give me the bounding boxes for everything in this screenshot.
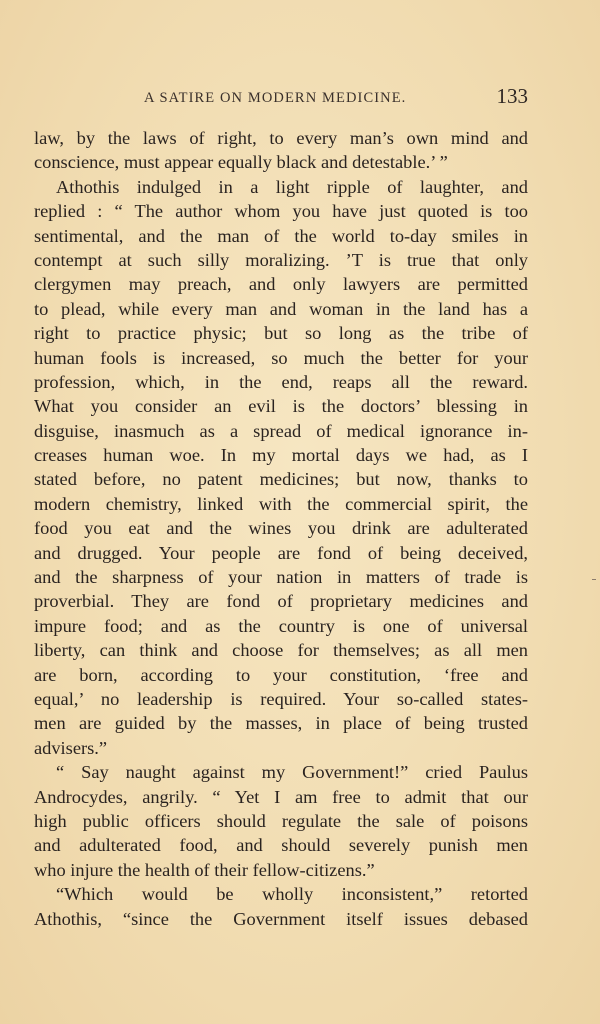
text-line: and drugged. Your people are fond of being deceived, [34,542,528,563]
text-line: sentimental, and the man of the world to-day smiles in [34,225,528,246]
text-line: Athothis, “since the Government itself issues debased [34,908,528,929]
margin-mark [592,579,596,580]
text-line: impure food; and as the country is one of universal [34,615,528,636]
running-head [34,86,528,110]
text-line: are born, according to your constitution, ‘free and [34,664,528,685]
text-line: replied : “ The author whom you have just quoted is too [34,201,528,222]
text-line: liberty, can think and choose for themselves; as all men [34,640,528,661]
text-line: stated before, no patent medicines; but now, thanks to [34,469,528,490]
text-line: to plead, while every man and woman in the land has a [34,298,528,319]
text-line: disguise, inasmuch as a spread of medical ignorance in- [34,420,528,441]
running-title: A SATIRE ON MODERN MEDICINE. [144,90,407,106]
text-line: conscience, must appear equally black and detestable.’ ” [34,152,448,173]
text-line: and adulterated food, and should severely punish men [34,835,528,856]
text-line: modern chemistry, linked with the commercial spirit, the [34,493,528,514]
text-line: food you eat and the wines you drink are adulterated [34,518,528,539]
text-line: right to practice physic; but so long as the tribe of [34,323,528,344]
text-line: law, by the laws of right, to every man’s own mind and [34,128,528,148]
text-line: and the sharpness of your nation in matters of trade is [34,567,528,588]
text-line: men are guided by the masses, in place of being trusted [34,713,528,734]
text-line: human fools is increased, so much the better for your [34,347,528,368]
text-line: high public officers should regulate the sale of poisons [34,810,528,831]
text-line: Athothis indulged in a light ripple of laughter, and [56,176,528,197]
text-line: “Which would be wholly inconsistent,” retorted [56,884,528,905]
text-line: who injure the health of their fellow-citizens.” [34,859,375,880]
text-line: equal,’ no leadership is required. Your so-called states- [34,688,528,709]
text-line: clergymen may preach, and only lawyers are permitted [34,274,528,295]
text-line: creases human woe. In my mortal days we had, as I [34,445,528,466]
body-text [34,126,528,931]
text-line: What you consider an evil is the doctors’ blessing in [34,396,528,417]
text-line: profession, which, in the end, reaps all the reward. [34,371,528,392]
text-line: advisers.” [34,737,108,758]
page-number: 133 [496,84,528,108]
text-line: “ Say naught against my Government!” cried Paulus [56,762,528,783]
text-line: Androcydes, angrily. “ Yet I am free to admit that our [34,786,528,807]
text-line: contempt at such silly moralizing. ’T is true that only [34,249,528,270]
text-line: proverbial. They are fond of proprietary medicines and [34,591,528,612]
